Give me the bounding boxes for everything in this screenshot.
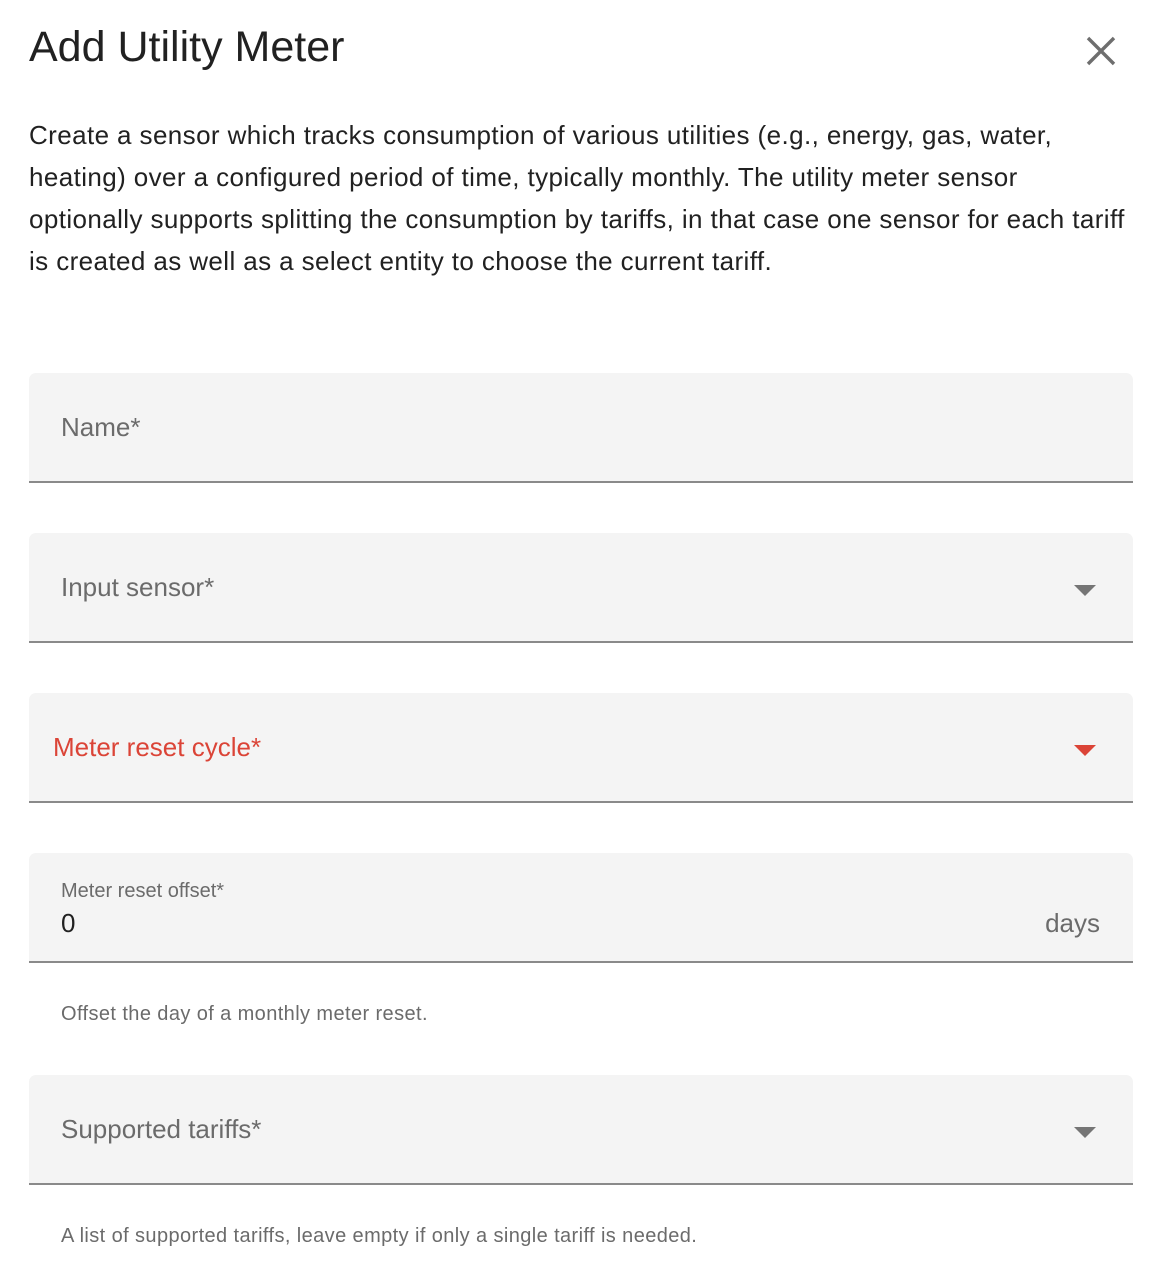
meter-reset-offset-input[interactable] [61, 905, 961, 941]
meter-reset-cycle-label: Meter reset cycle* [53, 731, 262, 762]
close-button[interactable] [1076, 26, 1126, 76]
meter-reset-offset-field[interactable] [29, 853, 1133, 963]
chevron-down-icon [1074, 1127, 1096, 1138]
dialog-description: Create a sensor which tracks consumption of various utilities (e.g., energy, gas, water, heating) over a configured period of time, typically monthly. The utility meter sensor optionally supports splitting the consumption by tariffs, in that case one sensor for each tariff is created as well as a select entity to choose the current tariff. [29, 120, 1125, 276]
meter-reset-offset-helper: Offset the day of a monthly meter reset. [61, 1003, 428, 1025]
meter-reset-offset-suffix: days [1045, 908, 1100, 938]
name-field[interactable] [29, 373, 1133, 483]
name-field-label: Name* [61, 411, 141, 442]
supported-tariffs-label: Supported tariffs* [61, 1113, 262, 1144]
input-sensor-label: Input sensor* [61, 571, 215, 602]
supported-tariffs-select[interactable] [29, 1075, 1133, 1185]
supported-tariffs-helper: A list of supported tariffs, leave empty if only a single tariff is needed. [61, 1225, 698, 1247]
chevron-down-icon [1074, 585, 1096, 596]
meter-reset-cycle-select[interactable] [29, 693, 1133, 803]
dialog-title: Add Utility Meter [29, 23, 345, 71]
input-sensor-select[interactable] [29, 533, 1133, 643]
meter-reset-offset-label: Meter reset offset* [61, 880, 225, 902]
close-icon [1086, 36, 1116, 66]
chevron-down-icon [1074, 745, 1096, 756]
